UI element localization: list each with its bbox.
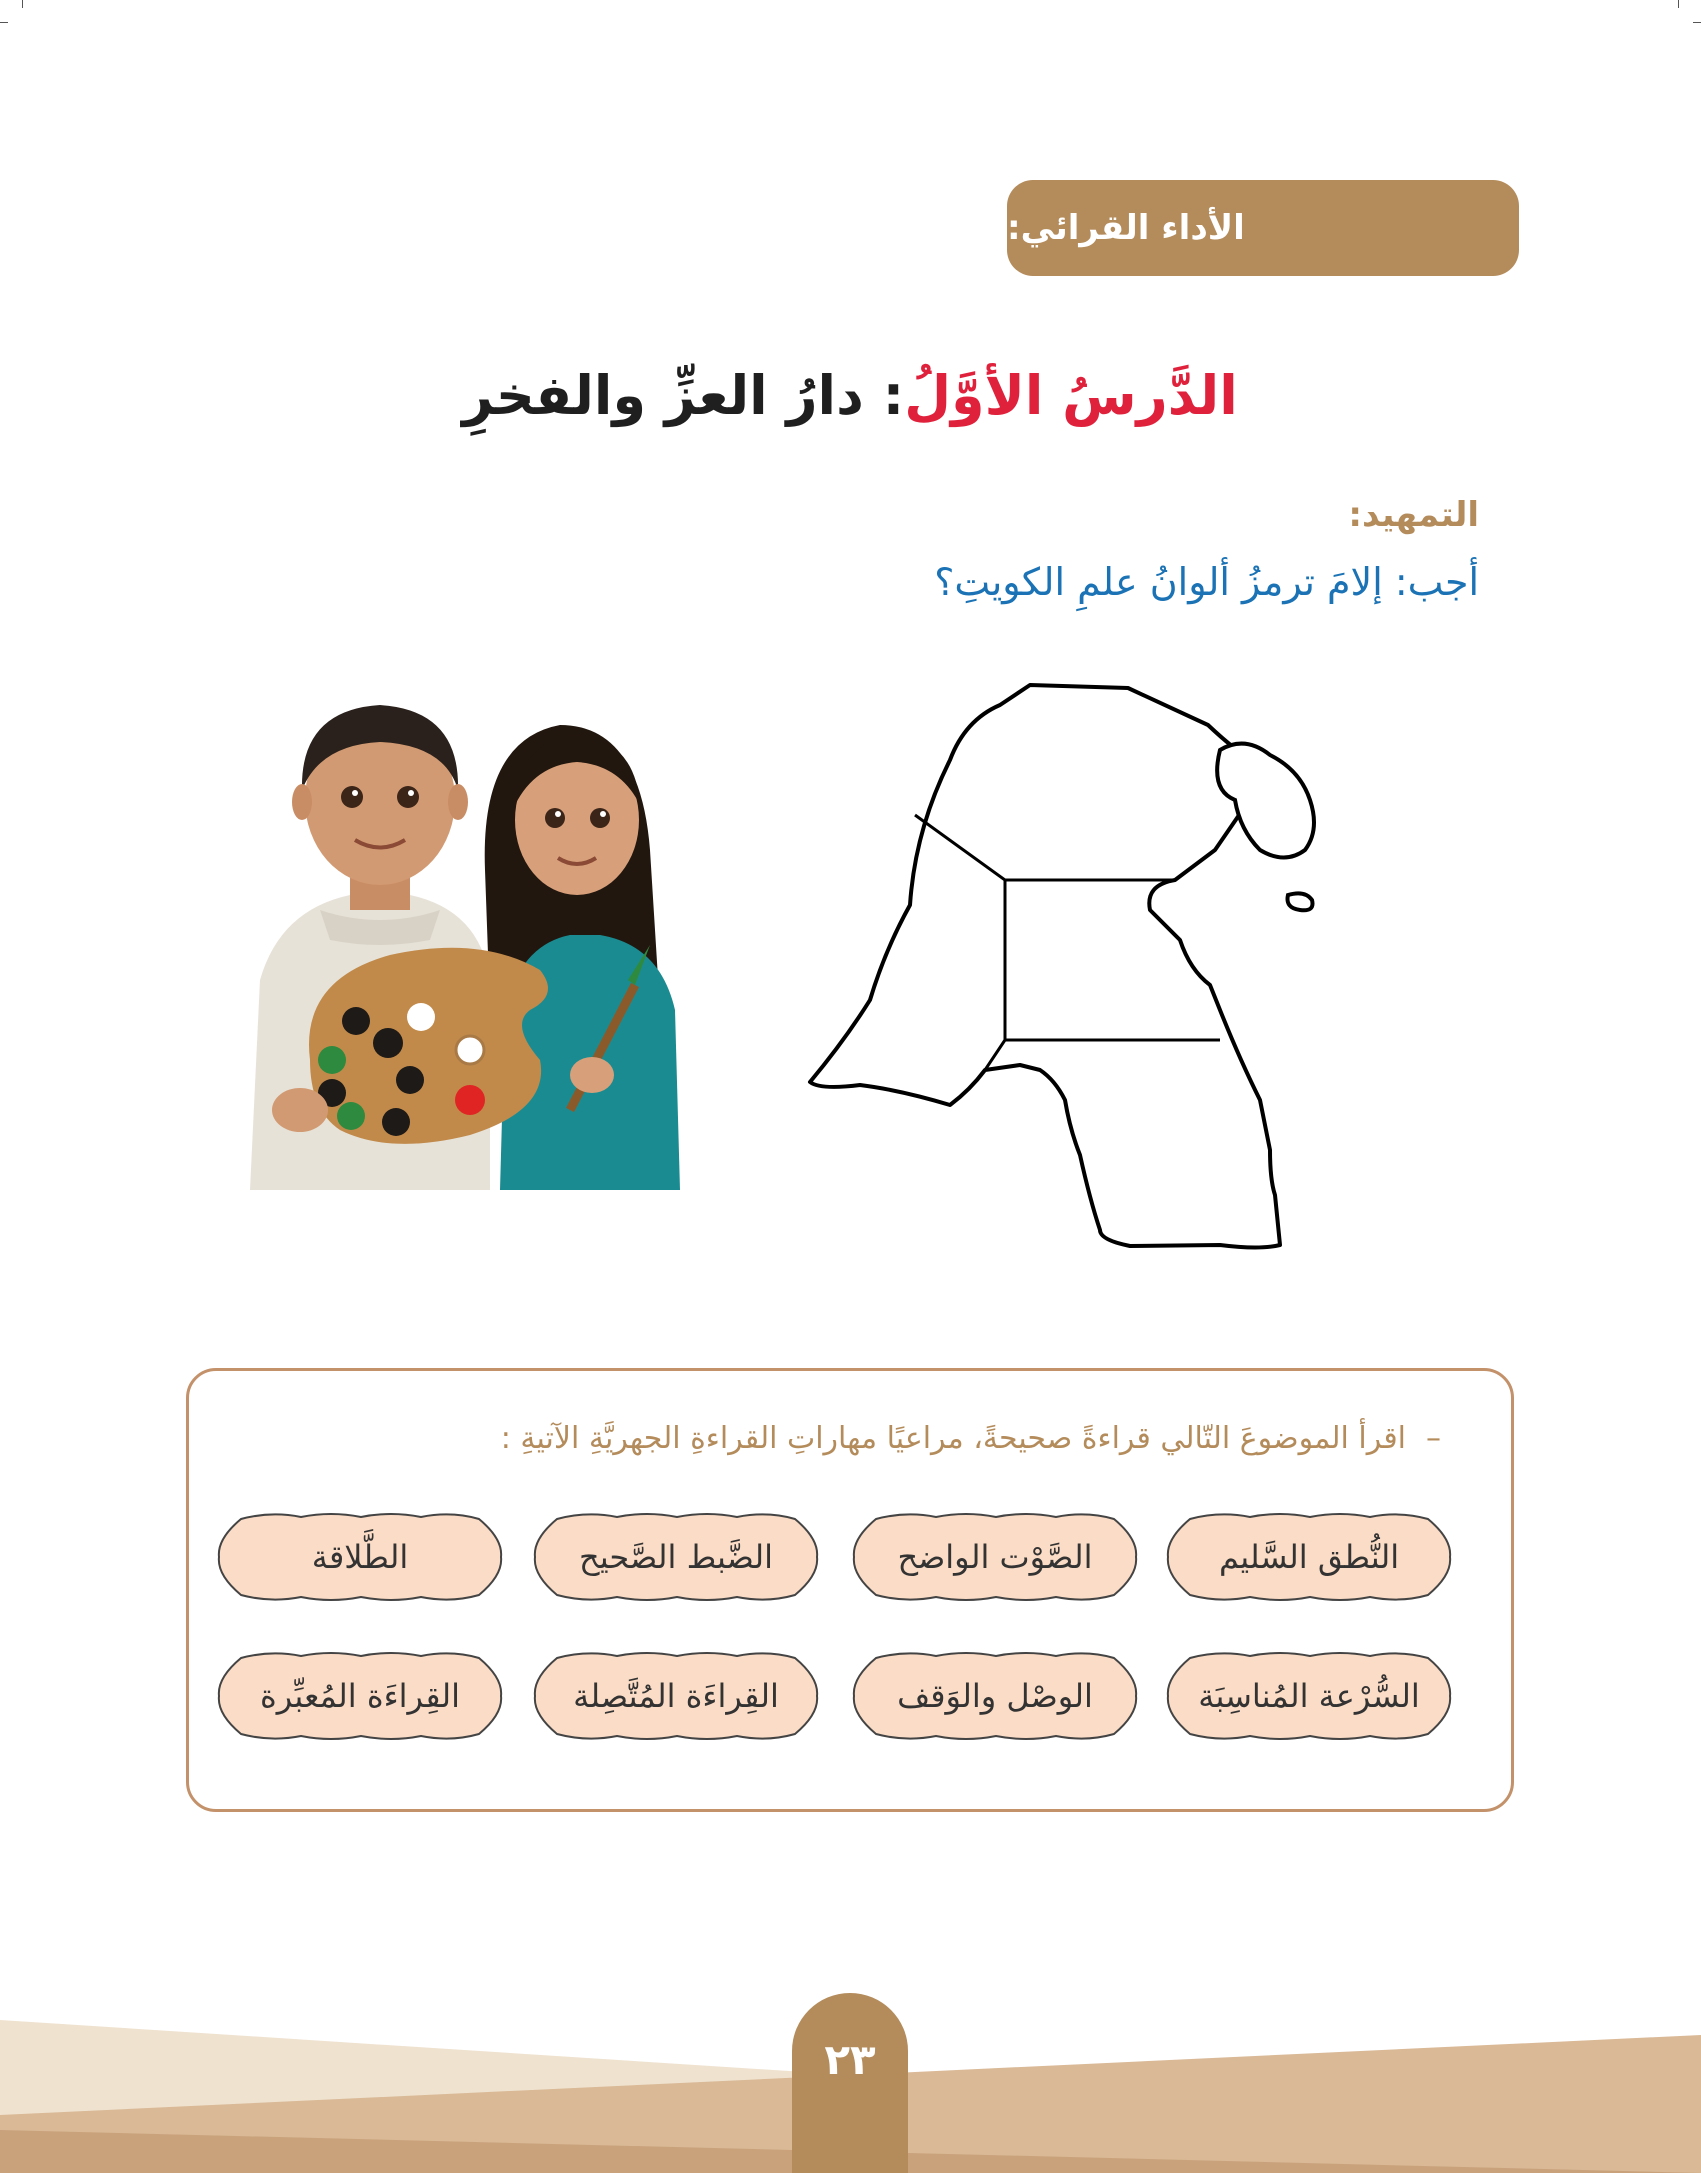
bullet-dash: – [1426,1421,1441,1456]
crop-mark-tl-v [22,0,23,8]
section-header [1007,180,1519,276]
skills-instruction [291,1421,1441,1456]
skill-tag [1160,1509,1458,1605]
skill-label: الوصْل والوَقف [897,1677,1093,1715]
skill-tag [527,1509,825,1605]
skill-label: الطَّلاقة [311,1538,409,1576]
lesson-number: الدَّرسُ الأوَّلُ [904,363,1238,427]
intro-label: التمهيد: [1348,495,1479,535]
skill-tag [846,1648,1144,1744]
skill-label: الصَّوْت الواضح [897,1538,1093,1576]
girl-figure [485,725,680,1190]
skill-label: النُّطق السَّليم [1218,1538,1400,1576]
skill-tag [211,1509,509,1605]
skill-tag [211,1648,509,1744]
kuwait-map [800,680,1360,1260]
skill-tag [846,1509,1144,1605]
skill-tag [527,1648,825,1744]
intro-question: أجب: إلامَ ترمزُ ألوانُ علمِ الكويتِ؟ [934,560,1479,604]
bubiyan-island [1217,744,1314,858]
crop-mark-tr [1693,22,1701,23]
crop-mark-tr-v [1678,0,1679,8]
page-number-text: ٢٣ [824,2035,876,2084]
failaka-island [1288,893,1313,910]
instruction-text: اقرأ الموضوعَ التّالي قراءةً صحيحةً، مراعيًا مهاراتِ القراءةِ الجهريَّةِ الآتيةِ : [500,1421,1406,1456]
skill-label: الضَّبط الصَّحيح [579,1538,773,1576]
page-number [792,1993,908,2173]
kuwait-border [810,685,1280,1248]
title-colon: : [863,363,905,427]
section-header-text: الأداء القرائي: [1007,208,1245,248]
skill-label: القِراءَة المُعبِّرة [260,1677,461,1715]
lesson-name: دارُ العزِّ والفخرِ [462,363,864,427]
skill-tag [1160,1648,1458,1744]
lesson-title [400,350,1300,440]
skill-label: السُّرْعة المُناسِبَة [1198,1677,1420,1715]
crop-mark-tl [0,22,8,23]
children-illustration [240,680,760,1190]
skill-label: القِراءَة المُتَّصِلة [573,1677,779,1715]
